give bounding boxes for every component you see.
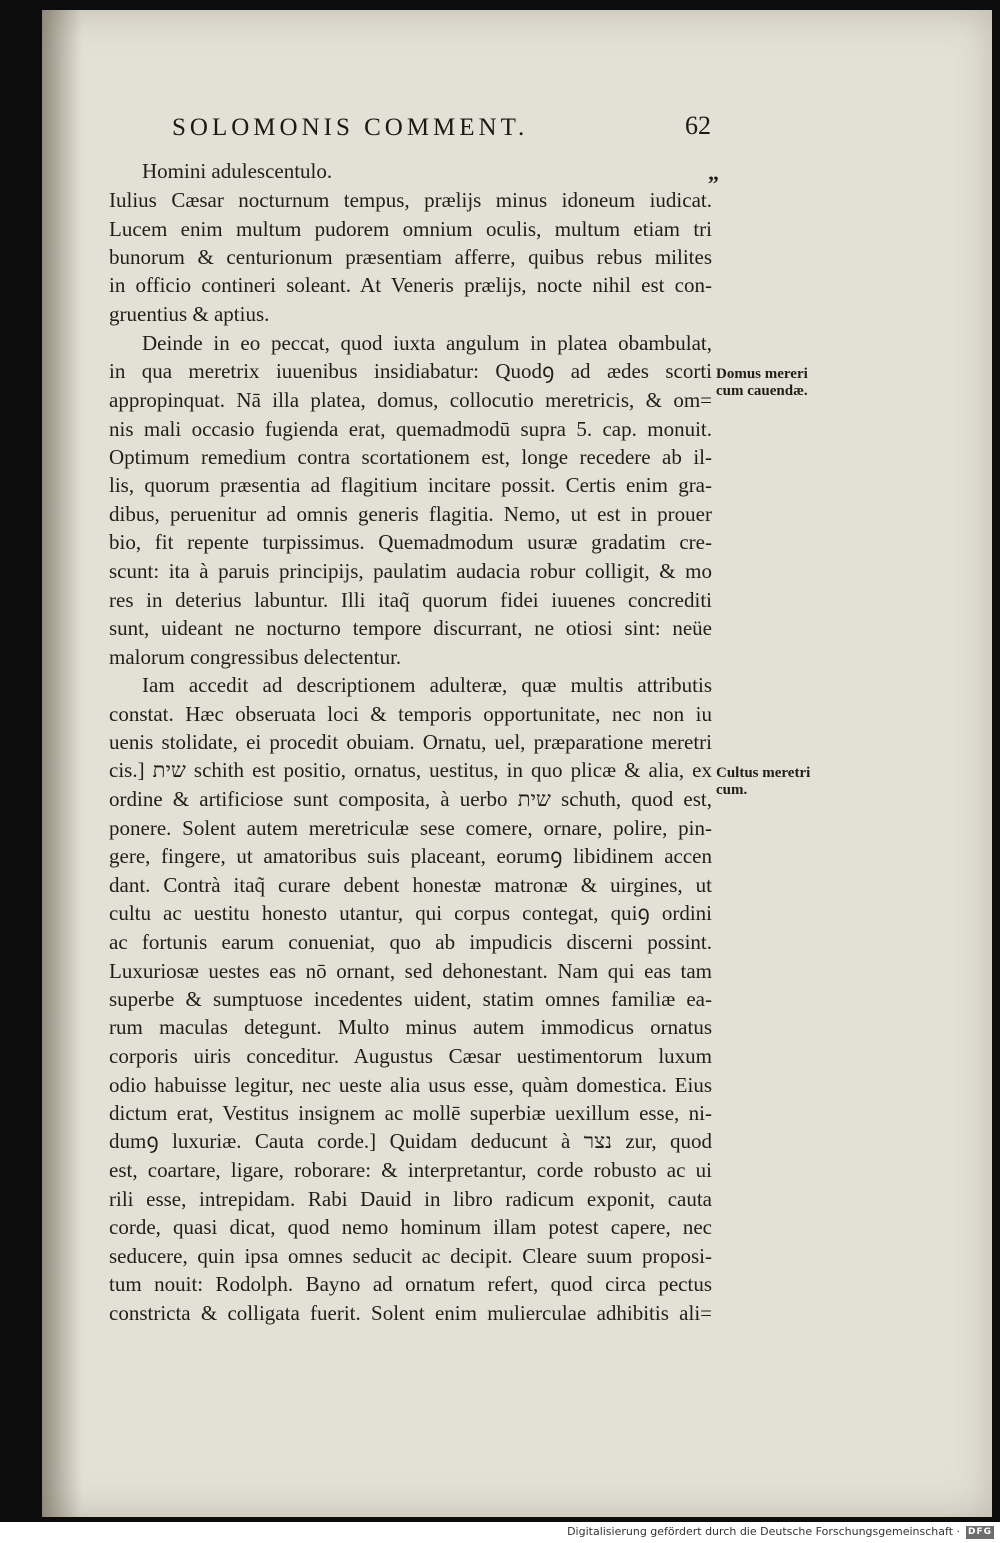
text-line: tum nouit: Rodolph. Bayno ad ornatum refert, quod circa pectus [109, 1272, 712, 1296]
text-line: scunt: ita à paruis principijs, paulatim audacia robur colligit, & mo [109, 559, 712, 583]
text-line: dictum erat, Vestitus insignem ac mollē superbiæ uexillum esse, ni- [109, 1101, 712, 1125]
text-line: corde, quasi dicat, quod nemo hominum illam potest capere, nec [109, 1215, 712, 1239]
text-line: bunorum & centurionum præsentiam afferre, quibus rebus milites [109, 245, 712, 269]
text-line: dumꝯ luxuriæ. Cauta corde.] Quidam deducunt à נצר zur, quod [109, 1129, 712, 1153]
text-line: dibus, peruenitur ad omnis generis flagitia. Nemo, ut est in prouer [109, 502, 712, 526]
text-line: ordine & artificiose sunt composita, à uerbo שית schuth, quod est, [109, 787, 712, 811]
text-line: gere, fingere, ut amatoribus suis placeant, eorumꝯ libidinem accen [109, 844, 712, 868]
text-line: sunt, uideant ne nocturno tempore discurrant, ne otiosi sint: neüe [109, 616, 712, 640]
text-line: malorum congressibus delectentur. [109, 645, 402, 669]
page-number: 62 [685, 111, 711, 140]
text-line: constricta & colligata fuerit. Solent enim mulierculae adhibitis ali= [109, 1301, 712, 1325]
text-line: in qua meretrix iuuenibus insidiabatur: Quodꝯ ad ædes scorti [109, 359, 712, 383]
running-head: SOLOMONIS COMMENT. [172, 114, 529, 141]
text-line: Luxuriosæ uestes eas nō ornant, sed dehonestant. Nam qui eas tam [109, 959, 712, 983]
margin-note: cum. [716, 782, 748, 798]
text-line: Homini adulescentulo. [142, 159, 333, 183]
text-line: res in deterius labuntur. Illi itaq̃ quorum fidei iuuenes concrediti [109, 588, 712, 612]
text-line: appropinquat. Nā illa platea, domus, collocutio meretricis, & om= [109, 388, 712, 412]
text-line: odio habuisse legitur, nec ueste alia usus esse, quàm domestica. Eius [109, 1073, 712, 1097]
text-line: rum maculas detegunt. Multo minus autem immodicus ornatus [109, 1015, 712, 1039]
text-line: Deinde in eo peccat, quod iuxta angulum in platea obambulat, [142, 331, 712, 355]
book-page [42, 10, 992, 1517]
text-line: gruentius & aptius. [109, 302, 270, 326]
dfg-logo: DFG [967, 1527, 992, 1537]
margin-mark: „ [708, 160, 719, 185]
text-line: superbe & sumptuose incedentes uident, statim omnes familiæ ea- [109, 987, 712, 1011]
footer-bar [0, 1522, 1000, 1543]
text-line: nis mali occasio fugienda erat, quemadmodū supra 5. cap. monuit. [109, 417, 712, 441]
text-line: est, coartare, ligare, roborare: & interpretantur, corde robusto ac ui [109, 1158, 712, 1182]
text-line: Iam accedit ad descriptionem adulteræ, quæ multis attributis [142, 673, 712, 697]
text-line: dant. Contrà itaq̃ curare debent honestæ matronæ & uirgines, ut [109, 873, 712, 897]
text-line: lis, quorum præsentia ad flagitium incitare possit. Certis enim gra- [109, 473, 712, 497]
text-line: corporis uiris conceditur. Augustus Cæsar uestimentorum luxum [109, 1044, 712, 1068]
text-line: ponere. Solent autem meretriculæ sese comere, ornare, polire, pin- [109, 816, 712, 840]
text-line: seducere, quin ipsa omnes seducit ac decipit. Cleare suum proposi- [109, 1244, 712, 1268]
text-line: Optimum remedium contra scortationem est, longe recedere ab il- [109, 445, 712, 469]
text-line: in officio contineri soleant. At Veneris prælijs, nocte nihil est con- [109, 273, 712, 297]
text-line: Lucem enim multum pudorem omnium oculis, multum etiam tri [109, 217, 712, 241]
text-line: rili esse, intrepidam. Rabi Dauid in libro radicum exponit, cauta [109, 1187, 712, 1211]
text-line: ac fortunis earum conueniat, quo ab impudicis discerni possint. [109, 930, 712, 954]
text-line: bio, fit repente turpissimus. Quemadmodum usuræ gradatim cre- [109, 530, 712, 554]
text-line: cultu ac uestitu honesto utantur, qui corpus contegat, quiꝯ ordini [109, 901, 712, 925]
text-line: constat. Hæc obseruata loci & temporis opportunitate, nec non iu [109, 702, 712, 726]
margin-note: cum cauendæ. [716, 383, 808, 399]
margin-note: Cultus meretri [716, 765, 811, 781]
margin-note: Domus mereri [716, 366, 808, 382]
text-line: uenis stolidate, ei procedit obuiam. Ornatu, uel, præparatione meretri [109, 730, 712, 754]
text-line: cis.] שית schith est positio, ornatus, uestitus, in quo plicæ & alia, ex [109, 758, 712, 782]
text-line: Iulius Cæsar nocturnum tempus, prælijs minus idoneum iudicat. [109, 188, 712, 212]
footer-credit: Digitalisierung gefördert durch die Deutsche Forschungsgemeinschaft · [567, 1525, 960, 1538]
